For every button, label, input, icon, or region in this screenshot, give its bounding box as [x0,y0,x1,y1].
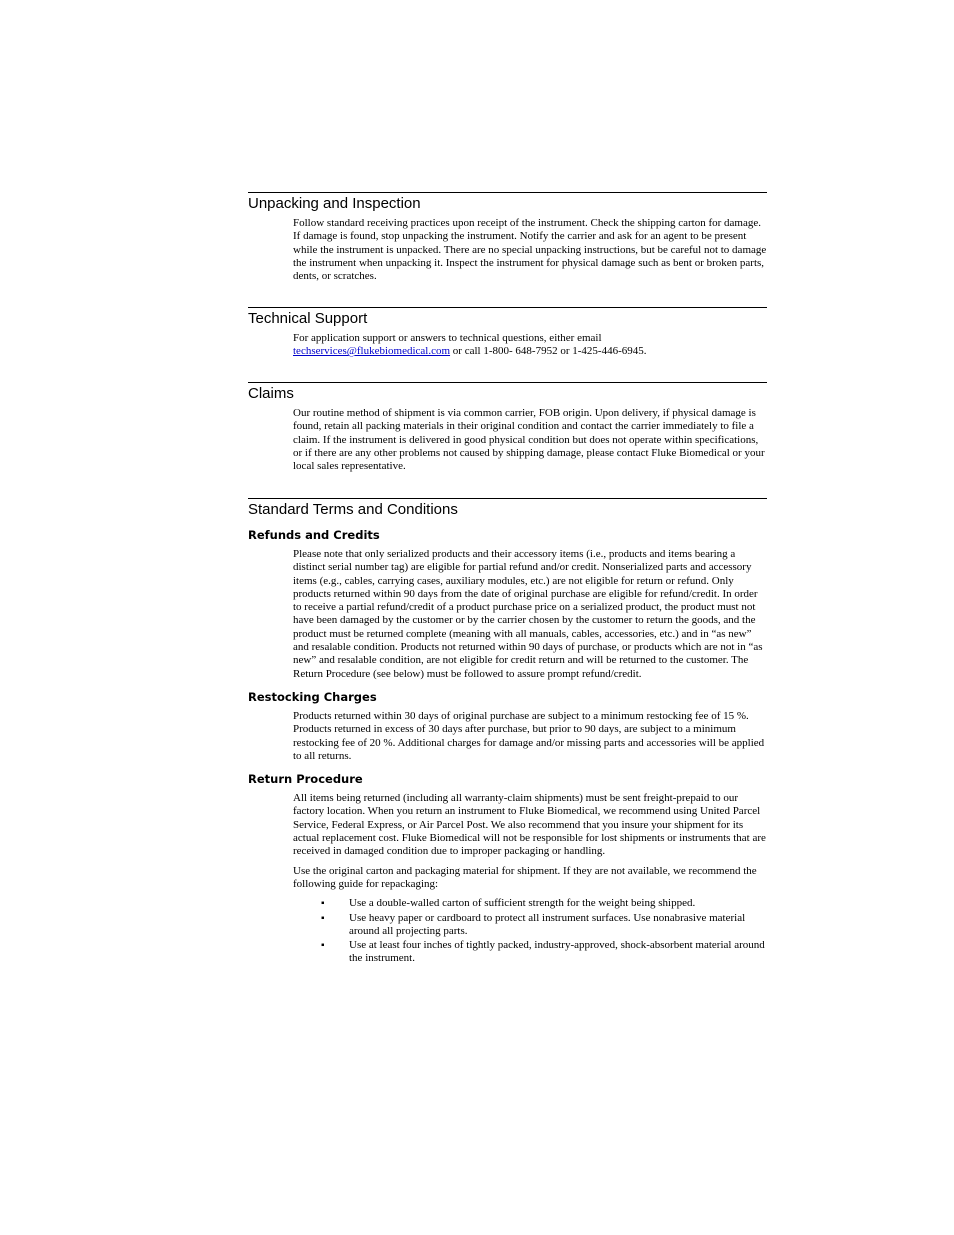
support-text-post: or call 1-800- 648-7952 or 1-425-446-6945. [450,345,647,358]
heading-refunds: Refunds and Credits [248,528,380,542]
section-claims [248,382,767,498]
repackaging-list [248,897,767,965]
heading-return: Return Procedure [248,772,363,787]
unpacking-paragraph: Follow standard receiving practices upon receipt of the instrument. Check the shipping carton for damage. If damage is found, stop unpacking the instrument. Notify the carrier and ask for an agent to be present while the instrument is unpacked. There are no special unpacking instructions, but be careful not to damage the instrument when unpacking it. Inspect the instrument for physical damage such as bent or broken parts, dents, or scratches. [293,217,767,283]
heading-unpacking: Unpacking and Inspection [248,195,421,212]
return-paragraph-1: All items being returned (including all warranty-claim shipments) must be sent freight-prepaid to our factory location. When you return an instrument to Fluke Biomedical, we recommend using United Parcel Service, Federal Express, or Air Parcel Post. We also recommend that you insure your shipment for its actual replacement cost. Fluke Biomedical will not be responsible for lost shipments or instruments that are received in damaged condition due to improper packaging or handling. [293,792,766,858]
list-item: ▪ Use a double-walled carton of sufficient strength for the weight being shipped. [304,897,767,910]
document-page [248,192,767,967]
restocking-paragraph: Products returned within 30 days of original purchase are subject to a minimum restocking fee of 15 %. Products returned in excess of 30 days after purchase, but prior to 90 days, are subject to a minimum restocking fee of 20 %. Additional charges for damage and/or missing parts and accessories will be applied to all returns. [293,709,765,762]
heading-restocking: Restocking Charges [248,689,377,704]
heading-claims: Claims [248,385,294,402]
return-paragraph-2: Use the original carton and packaging material for shipment. If they are not available, we recommend the following guide for repackaging: [293,864,757,890]
support-paragraph [293,332,673,359]
section-unpacking [248,192,767,307]
support-text-pre: For application support or answers to technical questions, either email [293,332,602,344]
list-item: ▪ Use at least four inches of tightly packed, industry-approved, shock-absorbent material around the instrument. [304,939,767,966]
refunds-paragraph: Please note that only serialized products and their accessory items (i.e., products and items bearing a distinct serial number tag) are eligible for partial refund and/or credit. Nonserialized parts and accessory items (e.g., cables, carrying cases, auxiliary modules, etc.) are not eligible for return or refund. Only products returned within 90 days from the date of original purchase are eligible for refund/credit. In order to receive a partial refund/credit of a product purchase price on a serialized product, the product must not have been damaged by the customer or by the carrier chosen by the customer to return the goods, and the product must be returned complete (meaning with all manuals, cables, accessories, etc.) and in “as new” and resalable condition. Products not returned within 90 days of purchase, or products which are not in “as new” and resalable condition, are not eligible for credit return and will be returned to the customer. The Return Procedure (see below) must be followed to assure prompt refund/credit. [293,548,763,680]
section-support [248,307,767,382]
claims-paragraph: Our routine method of shipment is via common carrier, FOB origin. Upon delivery, if physical damage is found, retain all packing materials in their original condition and contact the carrier immediately to file a claim. If the instrument is delivered in good physical condition but does not operate within specifications, or if there are any other problems not caused by shipping damage, please contact Fluke Biomedical or your local sales representative. [293,407,765,473]
heading-terms: Standard Terms and Conditions [248,501,458,518]
heading-support: Technical Support [248,310,368,327]
support-email-link[interactable]: techservices@flukebiomedical.com [293,345,451,358]
list-item: ▪ Use heavy paper or cardboard to protect all instrument surfaces. Use nonabrasive material around all projecting parts. [304,912,767,939]
section-terms [248,498,767,966]
